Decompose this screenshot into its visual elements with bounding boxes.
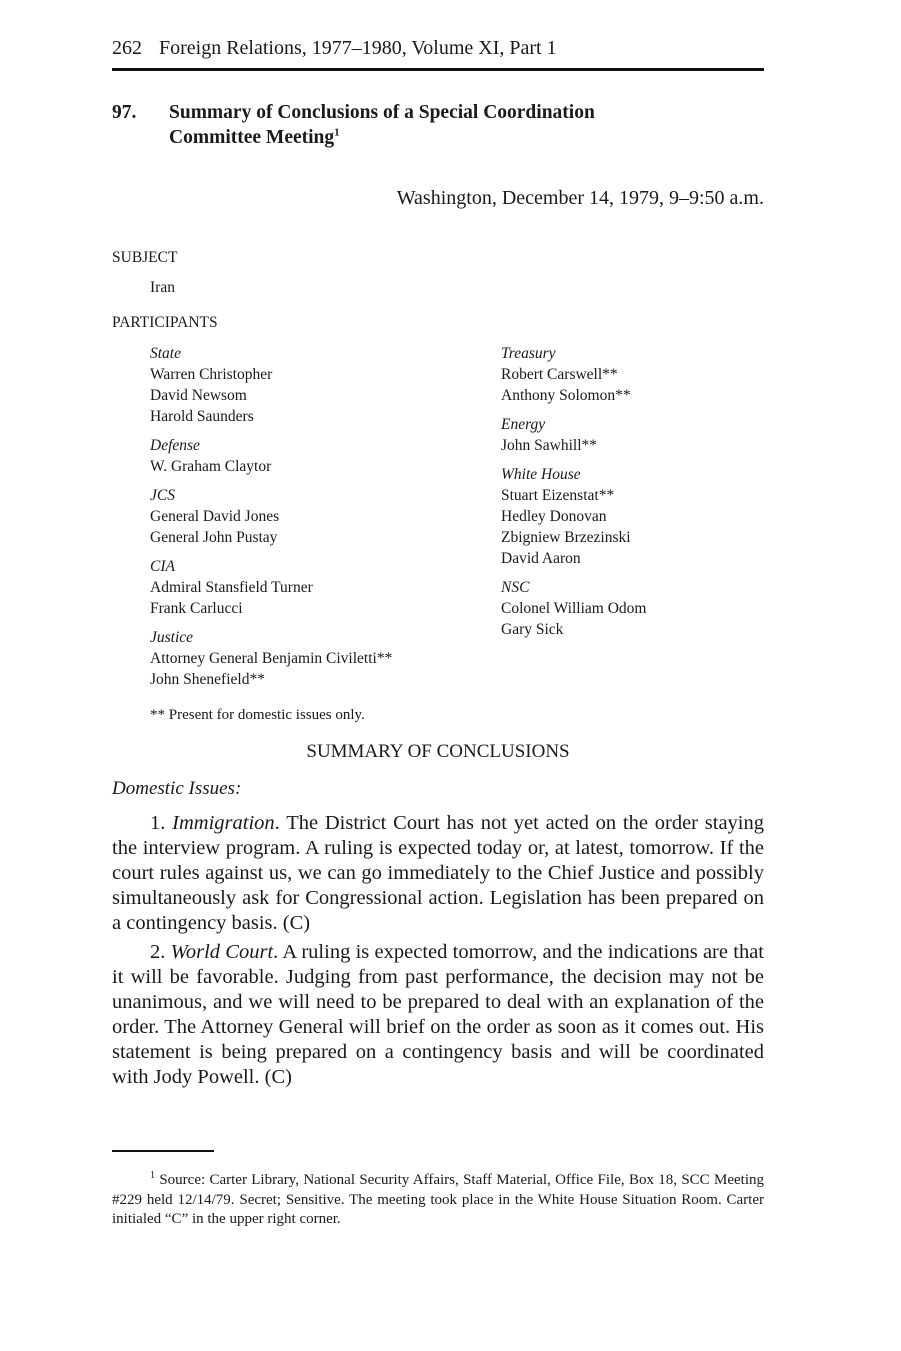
participant-name: David Newsom [150, 387, 247, 404]
participant-group-heading: NSC [501, 579, 530, 596]
document-number: 97. [112, 102, 137, 123]
participants-label: PARTICIPANTS [112, 314, 218, 331]
participant-name: General John Pustay [150, 529, 278, 546]
participant-name: John Sawhill** [501, 437, 598, 454]
participant-group [150, 627, 480, 690]
item-text: . The District Court has not yet acted on the order staying the interview program. A ruling is expected today or, at latest, tomorrow. If the court rules against us, we can go immediately to the Chief Justice and possibly simultaneously ask for Congressional action. Legislation has been prepared on a contingency basis. (C) [112, 812, 765, 934]
participant-group-heading: CIA [150, 558, 175, 575]
domestic-issues-note: ** Present for domestic issues only. [150, 707, 365, 723]
conclusion-item-2 [112, 940, 764, 1090]
participants-left-column [150, 343, 480, 698]
participant-group-heading: Energy [501, 416, 546, 433]
participant-group-heading: JCS [150, 487, 175, 504]
footnote-marker: 1 [150, 1170, 155, 1181]
dateline: Washington, December 14, 1979, 9–9:50 a.m. [396, 187, 764, 209]
participant-name: Admiral Stansfield Turner [150, 579, 313, 596]
participant-name: Warren Christopher [150, 366, 273, 383]
participant-group-heading: State [150, 345, 181, 362]
participant-group [501, 464, 761, 569]
participant-name: Gary Sick [501, 621, 564, 638]
subject-label: SUBJECT [112, 249, 178, 266]
participant-group [501, 343, 761, 406]
participant-group-heading: Defense [150, 437, 200, 454]
participant-name: W. Graham Claytor [150, 458, 272, 475]
participant-name: Colonel William Odom [501, 600, 647, 617]
participant-name: John Shenefield** [150, 671, 265, 688]
participant-name: Stuart Eizenstat** [501, 487, 615, 504]
document-title [112, 100, 764, 150]
participant-group-heading: Treasury [501, 345, 556, 362]
participant-group [150, 435, 480, 477]
summary-heading: SUMMARY OF CONCLUSIONS [306, 741, 570, 762]
item-text: . A ruling is expected tomorrow, and the indications are that it will be favorable. Judging from past performance, the decision may not be unanimous, and we will need to be prepared to deal with an explanation of the order. The Attorney General will brief on the order as soon as it comes out. His statement is being prepared on a contingency basis and will be coordinated with Jody Powell. (C) [112, 941, 764, 1088]
footnote-rule [112, 1150, 214, 1152]
participant-group-heading: Justice [150, 629, 194, 646]
running-head [112, 37, 764, 60]
participant-name: Frank Carlucci [150, 600, 243, 617]
participant-name: David Aaron [501, 550, 581, 567]
item-number: 2. [150, 941, 171, 963]
participant-name: General David Jones [150, 508, 280, 525]
participant-name: Attorney General Benjamin Civiletti** [150, 650, 393, 667]
item-topic: Immigration [172, 812, 275, 834]
participant-name: Robert Carswell** [501, 366, 618, 383]
participant-name: Hedley Donovan [501, 508, 607, 525]
participant-name: Zbigniew Brzezinski [501, 529, 631, 546]
participants-right-column [501, 343, 761, 648]
participant-group [501, 577, 761, 640]
source-footnote [112, 1166, 764, 1230]
item-number: 1. [150, 812, 173, 834]
page-number: 262 [112, 37, 142, 59]
participant-group [150, 485, 480, 548]
section-heading: Domestic Issues: [112, 778, 242, 799]
participant-group-heading: White House [501, 466, 581, 483]
participant-group [501, 414, 761, 456]
participant-name: Harold Saunders [150, 408, 254, 425]
participant-name: Anthony Solomon** [501, 387, 631, 404]
conclusion-item-1 [112, 811, 764, 936]
volume-title: Foreign Relations, 1977–1980, Volume XI, Part 1 [159, 37, 557, 59]
participant-group [150, 556, 480, 619]
footnote-text: Source: Carter Library, National Security Affairs, Staff Material, Office File, Box 18, SCC Meeting #229 held 12/14/79. Secret; Sensitive. The meeting took place in the White House Situation Room. Carter initialed “C” in the upper right corner. [112, 1172, 765, 1227]
subject-value: Iran [150, 279, 175, 296]
header-rule [112, 68, 764, 71]
participant-group [150, 343, 480, 427]
document-title-text: Summary of Conclusions of a Special Coordination Committee Meeting [169, 102, 595, 148]
item-topic: World Court [170, 941, 274, 963]
footnote-reference: 1 [334, 126, 340, 139]
